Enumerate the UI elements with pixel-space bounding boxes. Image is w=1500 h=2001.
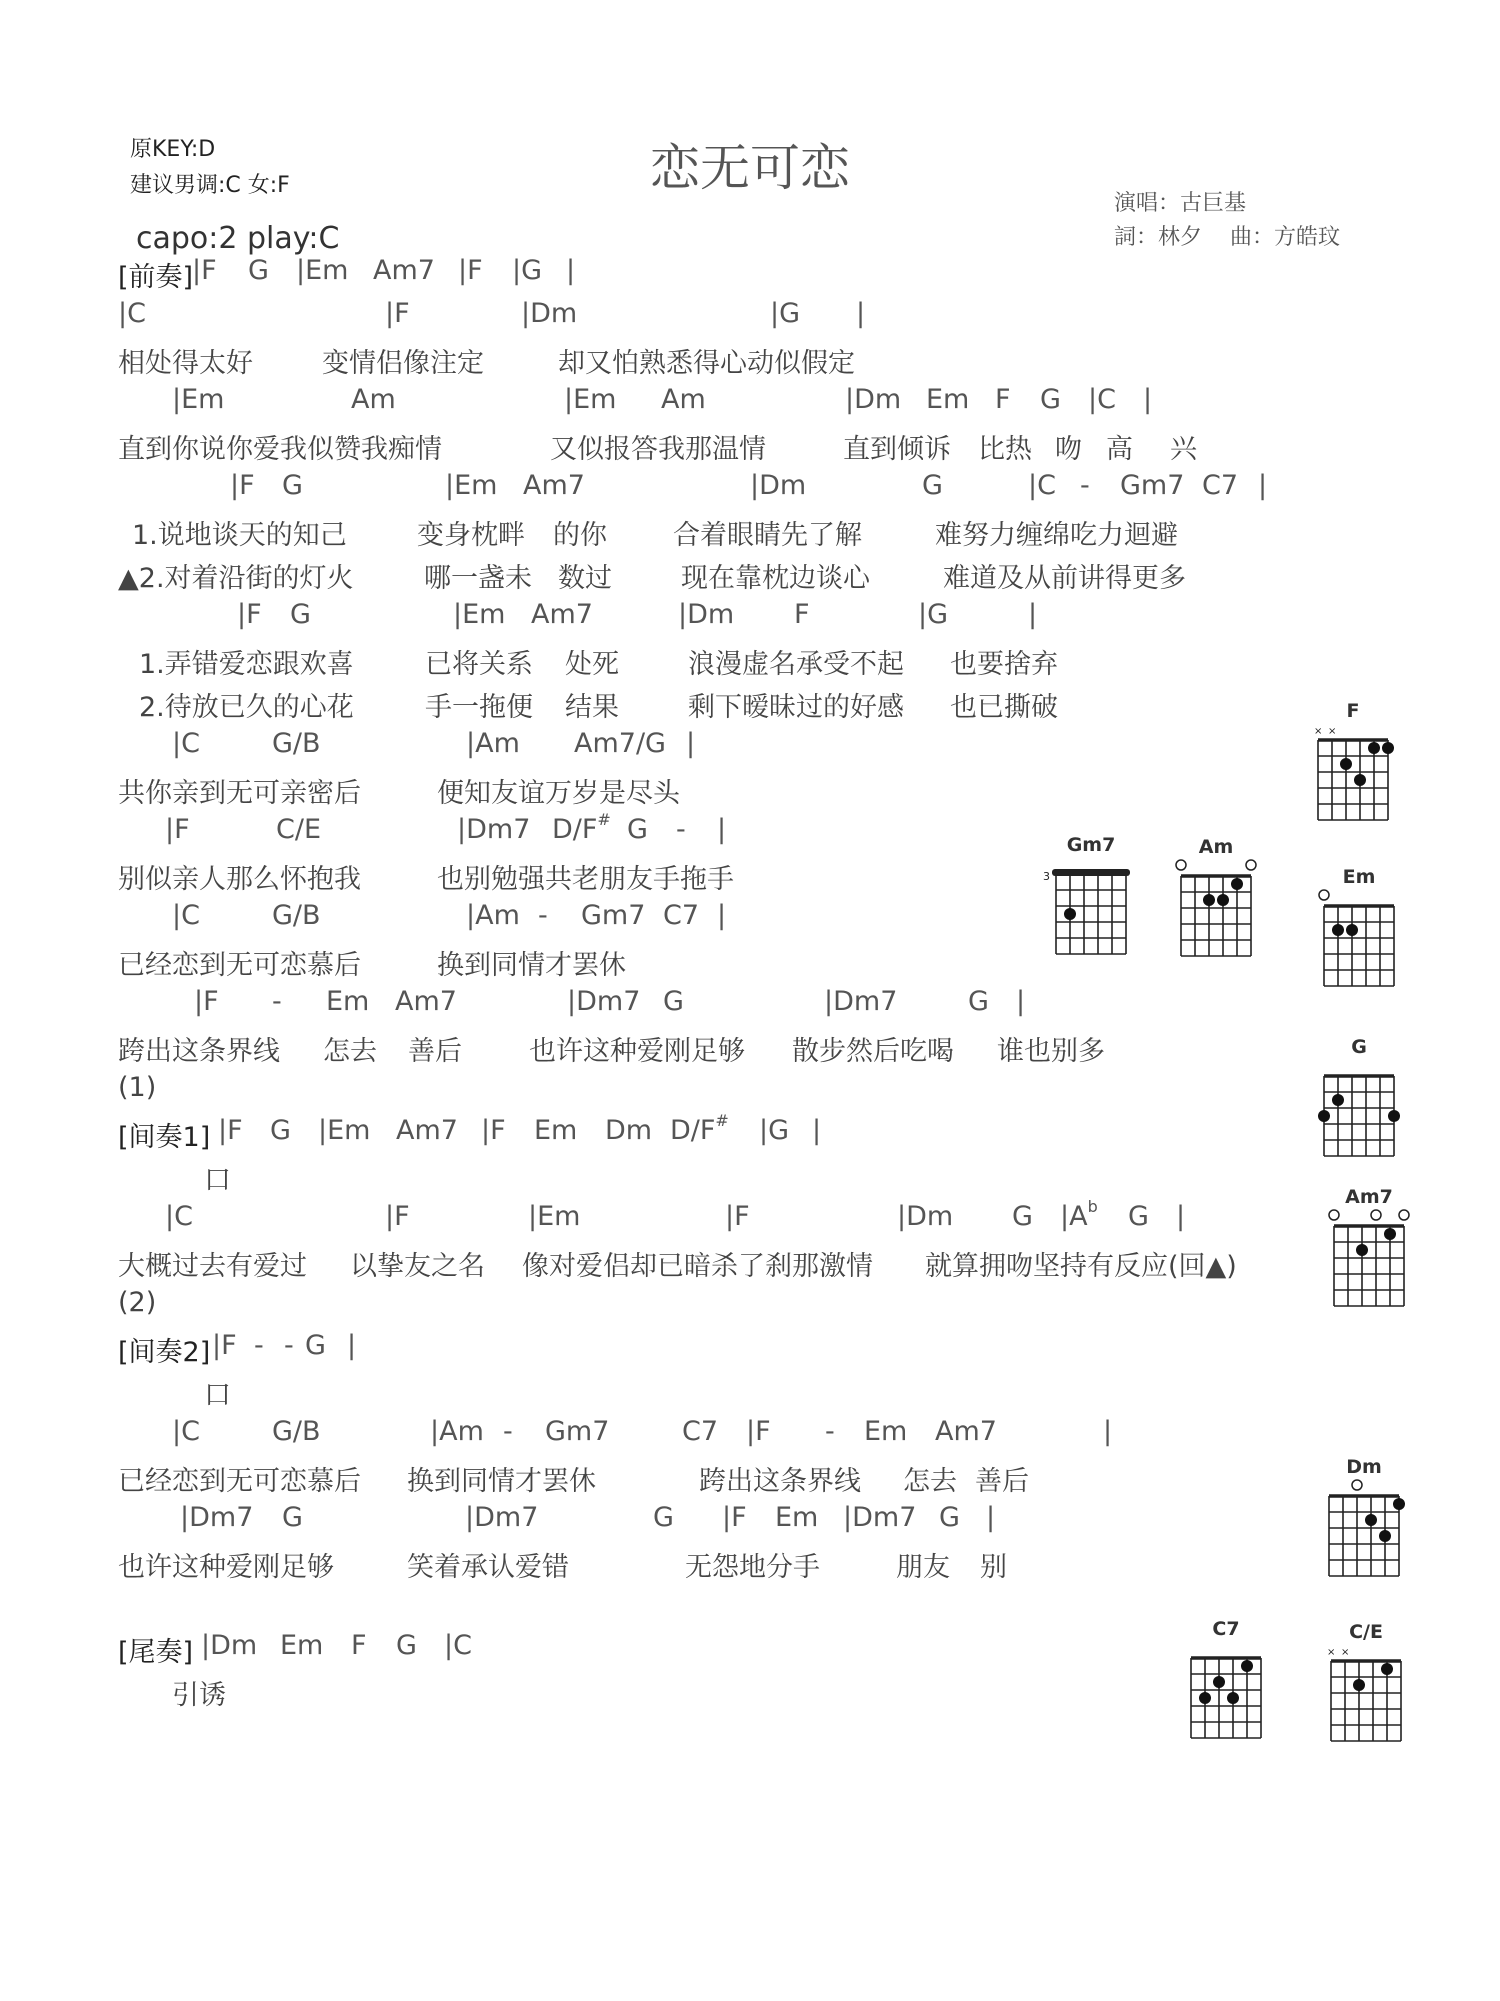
chord-symbol: G/B <box>272 728 321 759</box>
lyric-text: 别 <box>980 1552 1007 1583</box>
chord-symbol: G <box>282 1502 303 1533</box>
lyric-text: 相处得太好 <box>118 348 253 379</box>
open-string-marker <box>1329 1210 1339 1220</box>
chord-symbol: | <box>1176 1201 1186 1232</box>
chord-symbol: Em <box>280 1630 324 1661</box>
lyric-text: 直到你说你爱我似赞我痴情 <box>118 434 442 465</box>
chord-symbol: D/F# <box>552 810 611 845</box>
open-string-marker <box>1371 1210 1381 1220</box>
lyric-text: 现在靠枕边谈心 <box>681 563 870 594</box>
lyric-text: 合着眼睛先了解 <box>673 520 862 551</box>
chord-diagram-name: Em <box>1342 866 1376 888</box>
lyric-text: 无怨地分手 <box>685 1552 820 1583</box>
chord-diagram-name: Gm7 <box>1066 834 1116 856</box>
chord-symbol: |C <box>172 728 200 759</box>
lyric-text: 也许这种爱刚足够 <box>118 1552 334 1583</box>
lyric-text: (2) <box>118 1287 157 1318</box>
finger-dot <box>1332 924 1344 936</box>
chord-symbol: | <box>1258 470 1268 501</box>
chord-symbol: |Dm7 <box>843 1502 917 1533</box>
chord-symbol: Em <box>775 1502 819 1533</box>
chord-symbol: - <box>503 1416 513 1447</box>
chord-symbol: |C <box>1028 470 1056 501</box>
chord-symbol: Dm <box>605 1115 653 1146</box>
chord-symbol: |Dm7 <box>567 986 641 1017</box>
lyric-text: 善后 <box>975 1466 1029 1497</box>
chord-symbol: |C <box>1088 384 1116 415</box>
fretboard-grid <box>1163 836 1273 966</box>
chord-diagram-name: Dm <box>1346 1456 1382 1478</box>
finger-dot <box>1318 1110 1330 1122</box>
chord-symbol: Am <box>661 384 706 415</box>
chord-symbol: Em <box>534 1115 578 1146</box>
chord-symbol: G <box>939 1502 960 1533</box>
chord-symbol: |Dm <box>845 384 902 415</box>
chord-symbol: |Dm7 <box>465 1502 539 1533</box>
chord-symbol: |Dm <box>678 599 735 630</box>
lyric-text: 跨出这条界线 <box>699 1466 861 1497</box>
chord-symbol: |C <box>444 1630 472 1661</box>
chord-symbol: |Em <box>445 470 498 501</box>
original-key: 原KEY:D <box>130 137 216 162</box>
chord-symbol: G <box>922 470 943 501</box>
open-string-marker <box>1352 1480 1362 1490</box>
chord-symbol: |Em <box>318 1115 371 1146</box>
chord-diagram-name: C/E <box>1349 1621 1383 1643</box>
section-label: [间奏2] <box>118 1337 211 1368</box>
chord-symbol: | <box>1016 986 1026 1017</box>
lyric-text: 朋友 <box>896 1552 950 1583</box>
capo-info: capo:2 play:C <box>136 221 340 256</box>
chord-symbol: Am7 <box>531 599 593 630</box>
chord-symbol: Am7 <box>395 986 457 1017</box>
fretboard-grid <box>1306 1036 1416 1166</box>
chord-symbol: F <box>794 599 810 630</box>
chord-symbol: G <box>968 986 989 1017</box>
chord-symbol: |Em <box>564 384 617 415</box>
lyric-text: 直到倾诉 <box>843 434 951 465</box>
fretboard-grid <box>1306 866 1416 996</box>
chord-symbol: | <box>986 1502 996 1533</box>
lyric-text: 又似报答我那温情 <box>550 434 766 465</box>
chord-symbol: |F <box>192 255 217 286</box>
chord-symbol: | <box>717 814 727 845</box>
lyric-text: 也要捨弃 <box>950 649 1058 680</box>
finger-dot <box>1064 908 1076 920</box>
chord-symbol: Gm7 <box>1120 470 1185 501</box>
chord-symbol: Em <box>864 1416 908 1447</box>
section-label: [间奏1] <box>118 1122 211 1153</box>
lyric-text: 共你亲到无可亲密后 <box>118 778 361 809</box>
finger-dot <box>1332 1094 1344 1106</box>
chord-symbol: | <box>1103 1416 1113 1447</box>
chord-symbol: F <box>351 1630 367 1661</box>
finger-dot <box>1227 1692 1239 1704</box>
chord-symbol: |F <box>385 1201 410 1232</box>
chord-symbol: C7 <box>663 900 700 931</box>
chord-symbol: | <box>1028 599 1038 630</box>
lyric-text: 剩下暧昧过的好感 <box>688 692 904 723</box>
open-string-marker <box>1246 860 1256 870</box>
lyric-text: 浪漫虚名承受不起 <box>688 649 904 680</box>
lyric-text: 像对爱侣却已暗杀了刹那激情 <box>522 1251 873 1282</box>
finger-dot <box>1393 1498 1405 1510</box>
chord-symbol: Gm7 <box>545 1416 610 1447</box>
lyric-text: 也已撕破 <box>950 692 1058 723</box>
finger-dot <box>1199 1692 1211 1704</box>
lyric-text: 谁也别多 <box>997 1036 1105 1067</box>
chord-symbol: G <box>396 1630 417 1661</box>
lyric-text: 1.说地谈天的知己 <box>132 520 347 551</box>
chord-symbol: |Dm <box>897 1201 954 1232</box>
chord-symbol: |Em <box>453 599 506 630</box>
lyric-text: 却又怕熟悉得心动似假定 <box>558 348 855 379</box>
fretboard-grid <box>1316 1186 1426 1316</box>
chord-symbol: |Dm7 <box>180 1502 254 1533</box>
lyric-text: 笑着承认爱错 <box>407 1552 569 1583</box>
lyric-text: 以挚友之名 <box>350 1251 485 1282</box>
open-string-marker <box>1176 860 1186 870</box>
singer-credit: 演唱：古巨基 <box>1114 191 1247 216</box>
chord-symbol: Em <box>326 986 370 1017</box>
lyric-text: 别似亲人那么怀抱我 <box>118 864 361 895</box>
lyric-text: 高 <box>1106 434 1133 465</box>
chord-diagram-name: F <box>1346 700 1360 722</box>
chord-symbol: - <box>1080 470 1090 501</box>
lyric-text: ▲2.对着沿街的灯火 <box>118 563 354 594</box>
chord-symbol: |F <box>237 599 262 630</box>
chord-symbol: |F <box>230 470 255 501</box>
chord-symbol: G <box>627 814 648 845</box>
chord-symbol: - <box>272 986 282 1017</box>
chord-symbol: Am7 <box>373 255 435 286</box>
finger-dot <box>1346 924 1358 936</box>
chord-symbol: G <box>282 470 303 501</box>
lyric-text: 的你 <box>553 520 607 551</box>
fretboard-grid <box>1300 700 1410 830</box>
chord-symbol: - <box>825 1416 835 1447</box>
lyric-text: 怎去 <box>323 1036 377 1067</box>
chord-symbol: |F <box>212 1330 237 1361</box>
chord-symbol: |Em <box>172 384 225 415</box>
lyric-text: 换到同情才罢休 <box>437 950 626 981</box>
finger-dot <box>1213 1676 1225 1688</box>
chord-symbol: Am7/G <box>574 728 666 759</box>
chord-symbol: |F <box>481 1115 506 1146</box>
lyric-text: 比热 <box>978 434 1032 465</box>
chord-symbol: |G <box>770 298 801 329</box>
chord-symbol: |Dm <box>750 470 807 501</box>
fretboard-grid <box>1311 1456 1421 1586</box>
chord-symbol: | <box>686 728 696 759</box>
finger-dot <box>1381 1663 1393 1675</box>
chord-symbol: Am <box>351 384 396 415</box>
lyric-text: 跨出这条界线 <box>118 1036 280 1067</box>
chord-symbol: |Em <box>296 255 349 286</box>
chord-symbol: G/B <box>272 900 321 931</box>
chord-symbol: |G <box>759 1115 790 1146</box>
chord-symbol: |C <box>172 900 200 931</box>
lyric-text: 难道及从前讲得更多 <box>943 563 1186 594</box>
lyric-text: 处死 <box>565 649 619 680</box>
finger-dot <box>1368 742 1380 754</box>
fret-number-label: 3 <box>1043 870 1050 883</box>
chord-symbol: C7 <box>682 1416 719 1447</box>
chord-symbol: C/E <box>276 814 322 845</box>
chord-symbol: G <box>1128 1201 1149 1232</box>
section-label: [尾奏] <box>118 1637 194 1668</box>
lyric-text: 换到同情才罢休 <box>407 1466 596 1497</box>
chord-symbol: |F <box>725 1201 750 1232</box>
lyric-text: 变情侣像注定 <box>322 348 484 379</box>
chord-symbol: |G <box>918 599 949 630</box>
finger-dot <box>1379 1530 1391 1542</box>
chord-symbol: G <box>305 1330 326 1361</box>
chord-symbol: |Am <box>430 1416 484 1447</box>
finger-dot <box>1231 878 1243 890</box>
lyric-text: 2.待放已久的心花 <box>139 692 354 723</box>
chord-symbol: |F <box>218 1115 243 1146</box>
lyric-text: 已经恋到无可恋慕后 <box>118 950 361 981</box>
chord-symbol: Gm7 <box>581 900 646 931</box>
chord-symbol: |Am <box>466 900 520 931</box>
chord-symbol: |Am <box>466 728 520 759</box>
chord-diagram-name: C7 <box>1212 1618 1240 1640</box>
muted-string-marker: × <box>1341 1647 1350 1658</box>
lyric-text: 大概过去有爱过 <box>118 1251 307 1282</box>
finger-dot <box>1353 1679 1365 1691</box>
lyric-text: 已经恋到无可恋慕后 <box>118 1466 361 1497</box>
lyric-text: 1.弄错爱恋跟欢喜 <box>139 649 354 680</box>
finger-dot <box>1365 1514 1377 1526</box>
chord-symbol: $|A^b$ <box>1060 1197 1098 1232</box>
chord-symbol: G <box>270 1115 291 1146</box>
chord-symbol: |Em <box>528 1201 581 1232</box>
chord-symbol: G <box>663 986 684 1017</box>
lyric-text: 变身枕畔 <box>417 520 525 551</box>
chord-symbol: | <box>1143 384 1153 415</box>
chord-symbol: | <box>566 255 576 286</box>
chord-symbol: D/F# <box>670 1111 729 1146</box>
chord-symbol: | <box>812 1115 822 1146</box>
lyric-text: 手一拖便 <box>425 692 533 723</box>
finger-dot <box>1340 758 1352 770</box>
chord-symbol: | <box>717 900 727 931</box>
lyric-text: 哪一盏未 <box>424 563 532 594</box>
lyric-text: 引诱 <box>172 1680 226 1711</box>
chord-symbol: G <box>1040 384 1061 415</box>
finger-dot <box>1203 894 1215 906</box>
chord-symbol: |Dm7 <box>824 986 898 1017</box>
fretboard-grid <box>1038 834 1148 964</box>
lyric-text: 散步然后吃喝 <box>792 1036 954 1067</box>
lyric-text: (1) <box>118 1072 157 1103</box>
writer-credits: 詞：林夕 曲：方皓玟 <box>1114 225 1340 250</box>
finger-dot <box>1356 1244 1368 1256</box>
chord-symbol: |F <box>385 298 410 329</box>
chord-symbol: | <box>856 298 866 329</box>
chord-symbol: G <box>248 255 269 286</box>
lyric-text: 口 <box>204 1165 231 1196</box>
chord-symbol: Am7 <box>396 1115 458 1146</box>
lyric-text: 数过 <box>558 563 612 594</box>
lyric-text: 就算拥吻坚持有反应(回▲) <box>925 1251 1237 1282</box>
chord-symbol: Am7 <box>935 1416 997 1447</box>
chord-symbol: C7 <box>1202 470 1239 501</box>
lyric-text: 也别勉强共老朋友手拖手 <box>437 864 734 895</box>
song-title: 恋无可恋 <box>650 139 850 197</box>
finger-dot <box>1382 742 1394 754</box>
lyric-text: 结果 <box>565 692 619 723</box>
chord-symbol: G <box>653 1502 674 1533</box>
chord-symbol: F <box>995 384 1011 415</box>
chord-symbol: |Dm <box>521 298 578 329</box>
barre-bar <box>1052 869 1130 876</box>
chord-symbol: G <box>1012 1201 1033 1232</box>
finger-dot <box>1388 1110 1400 1122</box>
chord-symbol: | <box>347 1330 357 1361</box>
fretboard-grid <box>1173 1618 1283 1748</box>
lyric-text: 也许这种爱刚足够 <box>529 1036 745 1067</box>
chord-symbol: |F <box>746 1416 771 1447</box>
open-string-marker <box>1399 1210 1409 1220</box>
finger-dot <box>1217 894 1229 906</box>
fretboard-grid <box>1313 1621 1423 1751</box>
muted-string-marker: × <box>1327 1647 1336 1658</box>
lyric-text: 口 <box>204 1380 231 1411</box>
chord-symbol: |Dm7 <box>457 814 531 845</box>
chord-symbol: |C <box>172 1416 200 1447</box>
chord-symbol: |F <box>722 1502 747 1533</box>
chord-diagram-name: G <box>1351 1036 1367 1058</box>
muted-string-marker: × <box>1328 726 1337 737</box>
chord-diagram-name: Am <box>1198 836 1234 858</box>
lyric-text: 难努力缠绵吃力迴避 <box>935 520 1178 551</box>
chord-symbol: |C <box>165 1201 193 1232</box>
lyric-text: 吻 <box>1055 434 1082 465</box>
chord-diagram-name: Am7 <box>1345 1186 1393 1208</box>
finger-dot <box>1241 1660 1253 1672</box>
chord-symbol: - <box>538 900 548 931</box>
chord-symbol: - <box>254 1330 264 1361</box>
lyric-text: 善后 <box>408 1036 462 1067</box>
chord-symbol: - <box>284 1330 294 1361</box>
section-label: [前奏] <box>118 262 194 293</box>
chord-symbol: G/B <box>272 1416 321 1447</box>
chord-symbol: Am7 <box>523 470 585 501</box>
chord-symbol: |Dm <box>201 1630 258 1661</box>
chord-symbol: |F <box>458 255 483 286</box>
chord-symbol: - <box>676 814 686 845</box>
finger-dot <box>1354 774 1366 786</box>
muted-string-marker: × <box>1314 726 1323 737</box>
chord-symbol: |F <box>194 986 219 1017</box>
lyric-text: 兴 <box>1170 434 1197 465</box>
chord-symbol: G <box>290 599 311 630</box>
suggested-key: 建议男调:C 女:F <box>130 173 290 198</box>
finger-dot <box>1384 1228 1396 1240</box>
open-string-marker <box>1319 890 1329 900</box>
lyric-text: 怎去 <box>903 1466 957 1497</box>
lyric-text: 已将关系 <box>425 649 533 680</box>
chord-symbol: Em <box>926 384 970 415</box>
chord-symbol: |C <box>118 298 146 329</box>
chord-symbol: |F <box>165 814 190 845</box>
chord-symbol: |G <box>512 255 543 286</box>
lyric-text: 便知友谊万岁是尽头 <box>437 778 680 809</box>
